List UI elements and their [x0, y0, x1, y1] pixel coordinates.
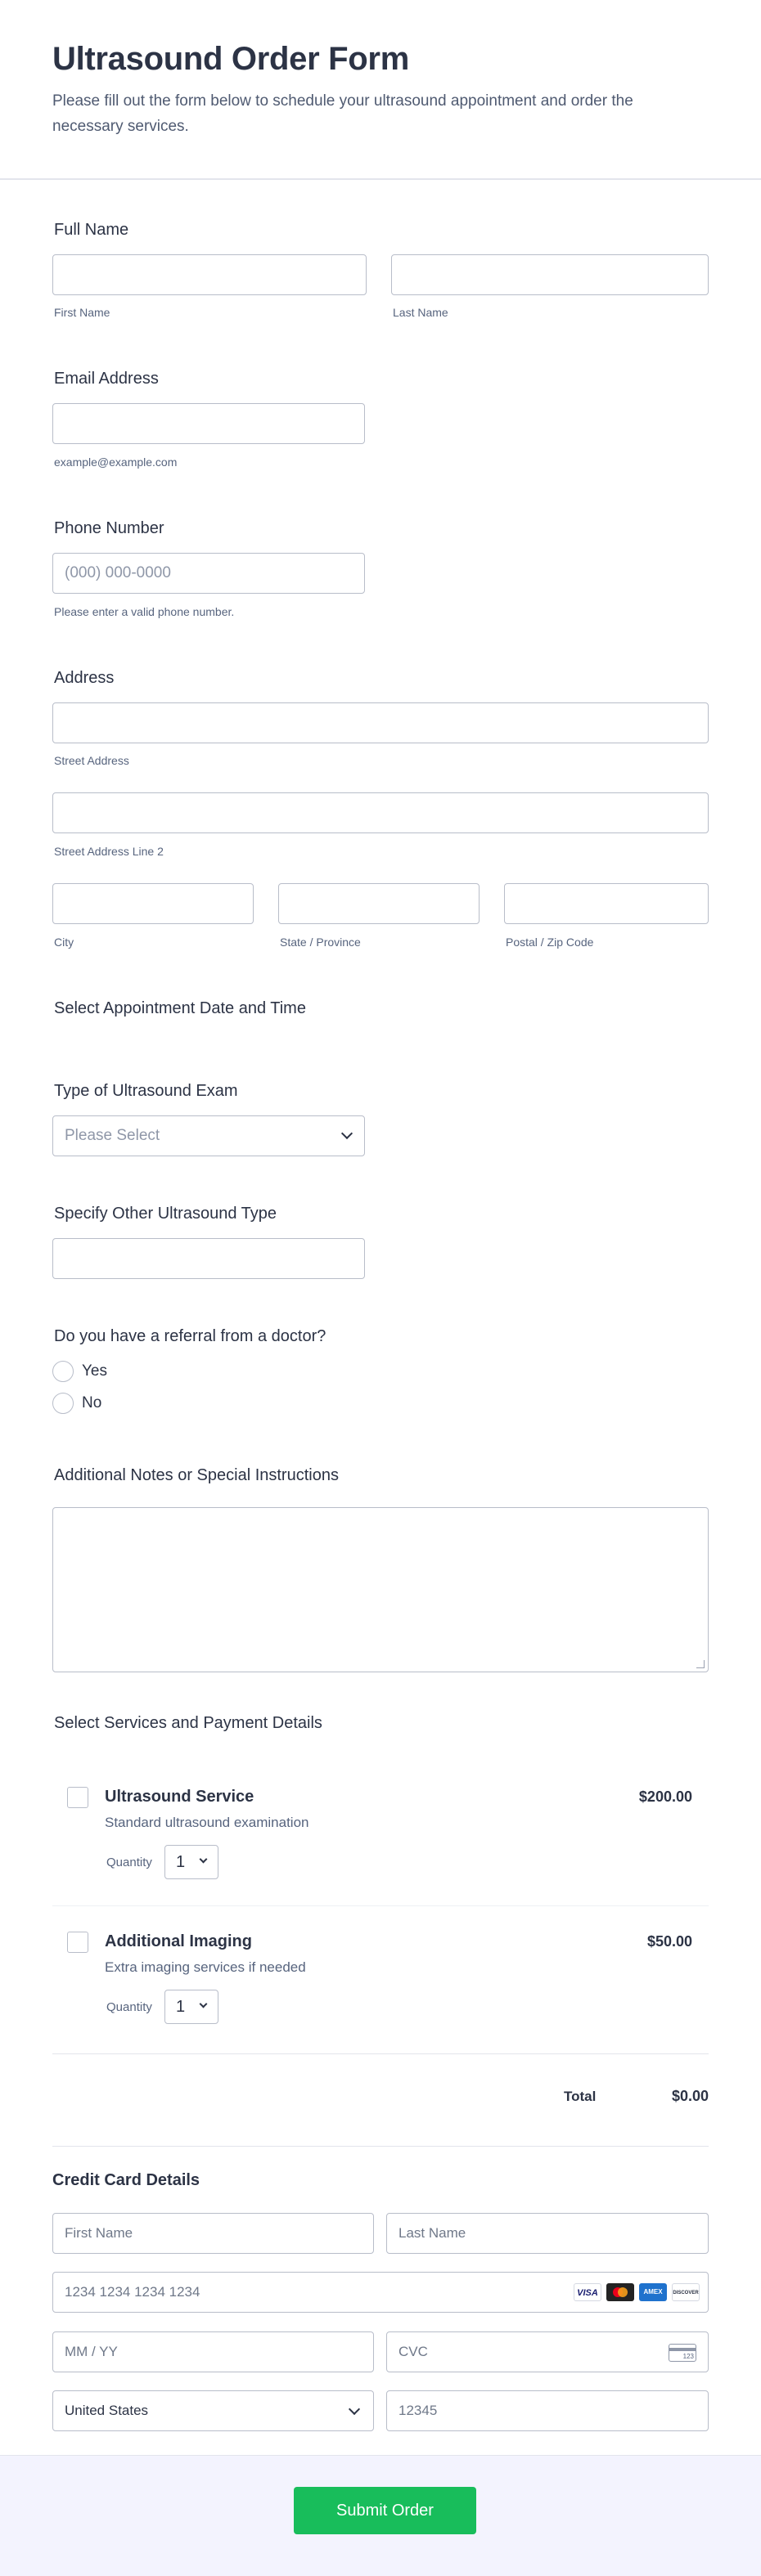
- other-type-label: Specify Other Ultrasound Type: [54, 1205, 277, 1223]
- chevron-down-icon: [200, 2000, 208, 2008]
- form-header: [0, 0, 761, 180]
- amex-icon: AMEX: [639, 2283, 667, 2301]
- chevron-down-icon: [349, 2403, 360, 2415]
- street-address-sublabel: Street Address: [54, 754, 129, 767]
- submit-order-button[interactable]: Submit Order: [294, 2487, 476, 2534]
- cc-divider: [52, 2146, 709, 2147]
- form-subtitle: Please fill out the form below to schedule your ultrasound appointment and order the necessary services.: [52, 92, 633, 135]
- product-price: $50.00: [646, 1933, 692, 1950]
- product-name: Additional Imaging: [105, 1932, 252, 1950]
- cc-zip-input[interactable]: [386, 2390, 709, 2431]
- form-footer: [0, 2455, 761, 2576]
- zip-input[interactable]: [504, 883, 709, 924]
- additional-imaging-checkbox[interactable]: [67, 1932, 88, 1953]
- referral-no-label[interactable]: No: [82, 1394, 102, 1411]
- product-price: $200.00: [638, 1788, 692, 1805]
- notes-label: Additional Notes or Special Instructions: [54, 1466, 339, 1484]
- services-label: Select Services and Payment Details: [54, 1714, 322, 1732]
- email-label: Email Address: [54, 370, 159, 388]
- exam-type-label: Type of Ultrasound Exam: [54, 1082, 238, 1100]
- ultrasound-service-checkbox[interactable]: [67, 1787, 88, 1808]
- referral-yes-label[interactable]: Yes: [82, 1362, 107, 1380]
- referral-yes-radio[interactable]: [52, 1361, 74, 1382]
- city-input[interactable]: [52, 883, 254, 924]
- discover-icon: DISCOVER: [672, 2283, 700, 2301]
- mastercard-icon: [606, 2283, 634, 2301]
- state-sublabel: State / Province: [280, 936, 361, 949]
- cc-first-name-input[interactable]: [52, 2213, 374, 2254]
- resize-handle-icon[interactable]: [696, 1660, 705, 1668]
- cvc-placeholder: CVC: [399, 2344, 428, 2359]
- expiry-input[interactable]: [52, 2331, 374, 2372]
- cvc-card-icon: 123: [669, 2344, 696, 2362]
- card-number-input[interactable]: [52, 2272, 709, 2313]
- zip-sublabel: Postal / Zip Code: [506, 936, 594, 949]
- total-divider: [52, 2053, 709, 2054]
- visa-icon: VISA: [574, 2283, 601, 2301]
- referral-label: Do you have a referral from a doctor?: [54, 1327, 326, 1345]
- quantity-value: 1: [176, 1853, 186, 1871]
- referral-no-radio[interactable]: [52, 1393, 74, 1414]
- last-name-input[interactable]: [391, 254, 709, 295]
- state-input[interactable]: [278, 883, 480, 924]
- chevron-down-icon: [341, 1128, 353, 1139]
- quantity-label: Quantity: [106, 1856, 152, 1869]
- phone-input[interactable]: [52, 553, 365, 594]
- product-divider: [52, 1905, 709, 1906]
- product-description: Extra imaging services if needed: [105, 1959, 306, 1975]
- phone-sublabel: Please enter a valid phone number.: [54, 605, 235, 618]
- phone-label: Phone Number: [54, 519, 164, 537]
- cvc-input[interactable]: [386, 2331, 709, 2372]
- quantity-label: Quantity: [106, 2000, 152, 2014]
- notes-textarea[interactable]: [52, 1507, 709, 1672]
- quantity-select[interactable]: [164, 1845, 218, 1879]
- phone-placeholder: (000) 000-0000: [65, 564, 171, 581]
- cc-last-name-input[interactable]: [386, 2213, 709, 2254]
- quantity-select[interactable]: [164, 1990, 218, 2024]
- card-number-placeholder: 1234 1234 1234 1234: [65, 2284, 200, 2300]
- chevron-down-icon: [200, 1856, 208, 1864]
- cc-zip-placeholder: 12345: [399, 2403, 438, 2418]
- expiry-placeholder: MM / YY: [65, 2344, 118, 2359]
- street-address-line2-input[interactable]: [52, 792, 709, 833]
- cc-first-name-placeholder: First Name: [65, 2225, 133, 2241]
- total-value: $0.00: [671, 2088, 709, 2104]
- last-name-sublabel: Last Name: [393, 306, 448, 319]
- product-description: Standard ultrasound examination: [105, 1815, 309, 1830]
- first-name-sublabel: First Name: [54, 306, 110, 319]
- cc-last-name-placeholder: Last Name: [399, 2225, 466, 2241]
- other-type-input[interactable]: [52, 1238, 365, 1279]
- exam-type-placeholder: Please Select: [65, 1127, 160, 1144]
- product-name: Ultrasound Service: [105, 1788, 254, 1806]
- form-title: Ultrasound Order Form: [52, 41, 409, 77]
- street-address-input[interactable]: [52, 702, 709, 743]
- quantity-value: 1: [176, 1998, 186, 2016]
- country-select[interactable]: [52, 2390, 374, 2431]
- first-name-input[interactable]: [52, 254, 367, 295]
- appointment-label: Select Appointment Date and Time: [54, 999, 306, 1017]
- country-value: United States: [65, 2403, 149, 2418]
- city-sublabel: City: [54, 936, 74, 949]
- total-label: Total: [564, 2089, 597, 2104]
- address-label: Address: [54, 669, 115, 687]
- email-input[interactable]: [52, 403, 365, 444]
- street-address-line2-sublabel: Street Address Line 2: [54, 845, 164, 858]
- email-sublabel: example@example.com: [54, 456, 178, 469]
- full-name-label: Full Name: [54, 221, 129, 239]
- exam-type-select[interactable]: [52, 1115, 365, 1156]
- credit-card-title: Credit Card Details: [52, 2171, 200, 2189]
